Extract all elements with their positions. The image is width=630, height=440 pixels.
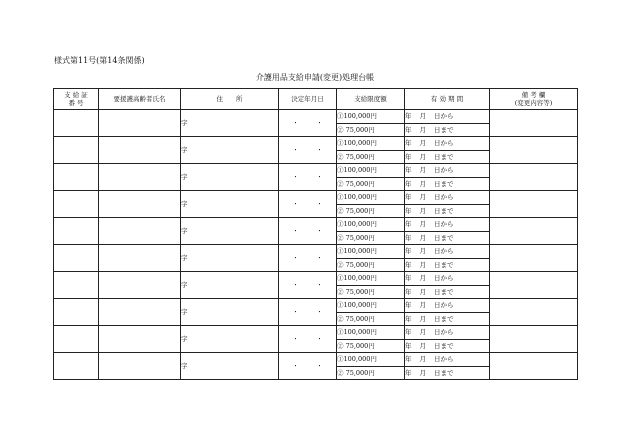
remarks-cell[interactable] xyxy=(490,326,578,353)
decision-date-cell[interactable] xyxy=(279,245,337,272)
header-address: 住 所 xyxy=(181,89,279,110)
period-year-label: 年 xyxy=(405,220,412,228)
period-from[interactable] xyxy=(405,110,490,124)
period-year-label: 年 xyxy=(405,179,412,188)
period-month-label: 月 xyxy=(419,220,426,228)
address-char: 字 xyxy=(181,334,188,343)
limit-option-1: ①100,000円 xyxy=(337,191,405,205)
period-to[interactable] xyxy=(405,204,490,218)
period-to[interactable] xyxy=(405,258,490,272)
date-dot: ・ xyxy=(292,118,299,127)
period-year-label: 年 xyxy=(405,139,412,147)
period-to[interactable] xyxy=(405,339,490,353)
date-dot: ・ xyxy=(292,307,299,316)
period-from[interactable] xyxy=(405,299,490,313)
name-cell[interactable] xyxy=(99,299,181,326)
limit-option-1: ①100,000円 xyxy=(337,218,405,232)
address-char: 字 xyxy=(181,253,188,262)
period-from[interactable] xyxy=(405,164,490,178)
period-to[interactable] xyxy=(405,177,490,191)
form-number: 様式第11号(第14条関係) xyxy=(54,56,145,65)
decision-date-cell[interactable] xyxy=(279,191,337,218)
name-cell[interactable] xyxy=(99,353,181,380)
address-cell[interactable] xyxy=(181,191,279,218)
period-from[interactable] xyxy=(405,326,490,340)
address-char: 字 xyxy=(181,226,188,235)
period-month-label: 月 xyxy=(419,355,426,363)
period-month-label: 月 xyxy=(419,206,426,215)
record-row xyxy=(54,245,578,259)
period-to-label: 日まで xyxy=(434,233,454,242)
period-month-label: 月 xyxy=(419,193,426,201)
decision-date-cell[interactable] xyxy=(279,137,337,164)
decision-date-cell[interactable] xyxy=(279,353,337,380)
decision-date-cell[interactable] xyxy=(279,110,337,137)
remarks-cell[interactable] xyxy=(490,137,578,164)
period-year-label: 年 xyxy=(405,125,412,134)
period-year-label: 年 xyxy=(405,328,412,336)
period-to-label: 日まで xyxy=(434,314,454,323)
limit-option-1: ①100,000円 xyxy=(337,137,405,151)
date-dot: ・ xyxy=(316,253,323,262)
period-year-label: 年 xyxy=(405,368,412,377)
period-year-label: 年 xyxy=(405,152,412,161)
certificate-number-cell[interactable] xyxy=(54,353,99,380)
address-cell[interactable] xyxy=(181,110,279,137)
period-year-label: 年 xyxy=(405,112,412,120)
address-cell[interactable] xyxy=(181,326,279,353)
address-char: 字 xyxy=(181,199,188,208)
date-dot: ・ xyxy=(316,361,323,370)
period-year-label: 年 xyxy=(405,355,412,363)
period-month-label: 月 xyxy=(419,247,426,255)
period-month-label: 月 xyxy=(419,368,426,377)
header-remarks-line2: (変更内容等) xyxy=(514,99,553,107)
date-dot: ・ xyxy=(292,145,299,154)
limit-option-1: ①100,000円 xyxy=(337,326,405,340)
address-char: 字 xyxy=(181,361,188,370)
header-certificate-number xyxy=(54,89,99,110)
date-dot: ・ xyxy=(292,361,299,370)
period-from-label: 日から xyxy=(434,274,454,282)
header-name: 要援護高齢者氏名 xyxy=(99,89,181,110)
decision-date-cell[interactable] xyxy=(279,272,337,299)
limit-option-1: ①100,000円 xyxy=(337,299,405,313)
decision-date-cell[interactable] xyxy=(279,326,337,353)
remarks-cell[interactable] xyxy=(490,353,578,380)
limit-option-1: ①100,000円 xyxy=(337,245,405,259)
header-row xyxy=(54,89,578,110)
remarks-cell[interactable] xyxy=(490,191,578,218)
period-to-label: 日まで xyxy=(434,125,454,134)
remarks-cell[interactable] xyxy=(490,218,578,245)
period-from-label: 日から xyxy=(434,247,454,255)
period-from[interactable] xyxy=(405,191,490,205)
address-cell[interactable] xyxy=(181,137,279,164)
date-dot: ・ xyxy=(316,226,323,235)
header-certificate-number-line2: 番 号 xyxy=(68,99,84,107)
period-month-label: 月 xyxy=(419,314,426,323)
decision-date-cell[interactable] xyxy=(279,218,337,245)
name-cell[interactable] xyxy=(99,191,181,218)
date-dot: ・ xyxy=(316,172,323,181)
ledger-table xyxy=(53,88,578,380)
period-from-label: 日から xyxy=(434,355,454,363)
header-remarks xyxy=(490,89,578,110)
limit-option-2: ② 75,000円 xyxy=(337,339,405,353)
limit-option-2: ② 75,000円 xyxy=(337,177,405,191)
header-certificate-number-line1: 支 給 証 xyxy=(64,91,88,99)
decision-date-cell[interactable] xyxy=(279,164,337,191)
ledger-body xyxy=(54,110,578,380)
date-dot: ・ xyxy=(292,253,299,262)
period-to-label: 日まで xyxy=(434,179,454,188)
period-from-label: 日から xyxy=(434,139,454,147)
limit-option-1: ①100,000円 xyxy=(337,272,405,286)
period-month-label: 月 xyxy=(419,260,426,269)
period-month-label: 月 xyxy=(419,179,426,188)
period-month-label: 月 xyxy=(419,139,426,147)
limit-option-2: ② 75,000円 xyxy=(337,366,405,380)
period-from[interactable] xyxy=(405,137,490,151)
period-month-label: 月 xyxy=(419,166,426,174)
remarks-cell[interactable] xyxy=(490,245,578,272)
decision-date-cell[interactable] xyxy=(279,299,337,326)
period-year-label: 年 xyxy=(405,247,412,255)
period-month-label: 月 xyxy=(419,287,426,296)
certificate-number-cell[interactable] xyxy=(54,218,99,245)
date-dot: ・ xyxy=(292,199,299,208)
certificate-number-cell[interactable] xyxy=(54,245,99,272)
header-period: 有 効 期 間 xyxy=(405,89,490,110)
period-from[interactable] xyxy=(405,272,490,286)
period-from-label: 日から xyxy=(434,328,454,336)
period-to[interactable] xyxy=(405,312,490,326)
limit-option-1: ①100,000円 xyxy=(337,164,405,178)
period-to[interactable] xyxy=(405,150,490,164)
period-month-label: 月 xyxy=(419,301,426,309)
limit-option-1: ①100,000円 xyxy=(337,110,405,124)
period-month-label: 月 xyxy=(419,125,426,134)
date-dot: ・ xyxy=(316,334,323,343)
address-cell[interactable] xyxy=(181,299,279,326)
period-from[interactable] xyxy=(405,218,490,232)
certificate-number-cell[interactable] xyxy=(54,137,99,164)
date-dot: ・ xyxy=(316,199,323,208)
record-row xyxy=(54,137,578,151)
date-dot: ・ xyxy=(316,118,323,127)
date-dot: ・ xyxy=(292,280,299,289)
period-year-label: 年 xyxy=(405,341,412,350)
period-to[interactable] xyxy=(405,231,490,245)
certificate-number-cell[interactable] xyxy=(54,110,99,137)
period-month-label: 月 xyxy=(419,233,426,242)
header-decision-date: 決定年月日 xyxy=(279,89,337,110)
certificate-number-cell[interactable] xyxy=(54,272,99,299)
period-to[interactable] xyxy=(405,366,490,380)
period-year-label: 年 xyxy=(405,301,412,309)
limit-option-2: ② 75,000円 xyxy=(337,231,405,245)
certificate-number-cell[interactable] xyxy=(54,299,99,326)
record-row xyxy=(54,353,578,367)
period-year-label: 年 xyxy=(405,206,412,215)
period-year-label: 年 xyxy=(405,287,412,296)
limit-option-2: ② 75,000円 xyxy=(337,204,405,218)
limit-option-2: ② 75,000円 xyxy=(337,123,405,137)
record-row xyxy=(54,299,578,313)
address-char: 字 xyxy=(181,280,188,289)
date-dot: ・ xyxy=(292,226,299,235)
address-cell[interactable] xyxy=(181,245,279,272)
remarks-cell[interactable] xyxy=(490,299,578,326)
period-year-label: 年 xyxy=(405,233,412,242)
period-from-label: 日から xyxy=(434,193,454,201)
record-row xyxy=(54,326,578,340)
period-from-label: 日から xyxy=(434,166,454,174)
address-char: 字 xyxy=(181,145,188,154)
address-char: 字 xyxy=(181,118,188,127)
record-row xyxy=(54,110,578,124)
period-to-label: 日まで xyxy=(434,341,454,350)
period-to-label: 日まで xyxy=(434,152,454,161)
name-cell[interactable] xyxy=(99,272,181,299)
address-cell[interactable] xyxy=(181,218,279,245)
name-cell[interactable] xyxy=(99,326,181,353)
date-dot: ・ xyxy=(292,172,299,181)
period-month-label: 月 xyxy=(419,341,426,350)
limit-option-2: ② 75,000円 xyxy=(337,312,405,326)
period-to-label: 日まで xyxy=(434,368,454,377)
period-year-label: 年 xyxy=(405,274,412,282)
address-cell[interactable] xyxy=(181,353,279,380)
record-row xyxy=(54,272,578,286)
certificate-number-cell[interactable] xyxy=(54,326,99,353)
address-char: 字 xyxy=(181,172,188,181)
page-title: 介護用品支給申請(変更)処理台帳 xyxy=(255,73,375,82)
limit-option-2: ② 75,000円 xyxy=(337,150,405,164)
period-month-label: 月 xyxy=(419,328,426,336)
period-to-label: 日まで xyxy=(434,287,454,296)
period-to-label: 日まで xyxy=(434,206,454,215)
period-from-label: 日から xyxy=(434,220,454,228)
certificate-number-cell[interactable] xyxy=(54,164,99,191)
period-month-label: 月 xyxy=(419,274,426,282)
period-from-label: 日から xyxy=(434,112,454,120)
period-to-label: 日まで xyxy=(434,260,454,269)
record-row xyxy=(54,218,578,232)
date-dot: ・ xyxy=(316,280,323,289)
period-month-label: 月 xyxy=(419,152,426,161)
name-cell[interactable] xyxy=(99,110,181,137)
limit-option-2: ② 75,000円 xyxy=(337,285,405,299)
name-cell[interactable] xyxy=(99,137,181,164)
period-from[interactable] xyxy=(405,353,490,367)
header-limit: 支給限度額 xyxy=(337,89,405,110)
address-char: 字 xyxy=(181,307,188,316)
limit-option-1: ①100,000円 xyxy=(337,353,405,367)
record-row xyxy=(54,164,578,178)
header-remarks-line1: 備 考 欄 xyxy=(521,91,546,99)
period-to[interactable] xyxy=(405,285,490,299)
address-cell[interactable] xyxy=(181,164,279,191)
period-to[interactable] xyxy=(405,123,490,137)
certificate-number-cell[interactable] xyxy=(54,191,99,218)
date-dot: ・ xyxy=(316,307,323,316)
date-dot: ・ xyxy=(316,145,323,154)
remarks-cell[interactable] xyxy=(490,272,578,299)
remarks-cell[interactable] xyxy=(490,164,578,191)
period-year-label: 年 xyxy=(405,166,412,174)
name-cell[interactable] xyxy=(99,218,181,245)
date-dot: ・ xyxy=(292,334,299,343)
address-cell[interactable] xyxy=(181,272,279,299)
record-row xyxy=(54,191,578,205)
period-from-label: 日から xyxy=(434,301,454,309)
name-cell[interactable] xyxy=(99,164,181,191)
period-month-label: 月 xyxy=(419,112,426,120)
period-year-label: 年 xyxy=(405,260,412,269)
period-from[interactable] xyxy=(405,245,490,259)
remarks-cell[interactable] xyxy=(490,110,578,137)
name-cell[interactable] xyxy=(99,245,181,272)
limit-option-2: ② 75,000円 xyxy=(337,258,405,272)
period-year-label: 年 xyxy=(405,193,412,201)
period-year-label: 年 xyxy=(405,314,412,323)
